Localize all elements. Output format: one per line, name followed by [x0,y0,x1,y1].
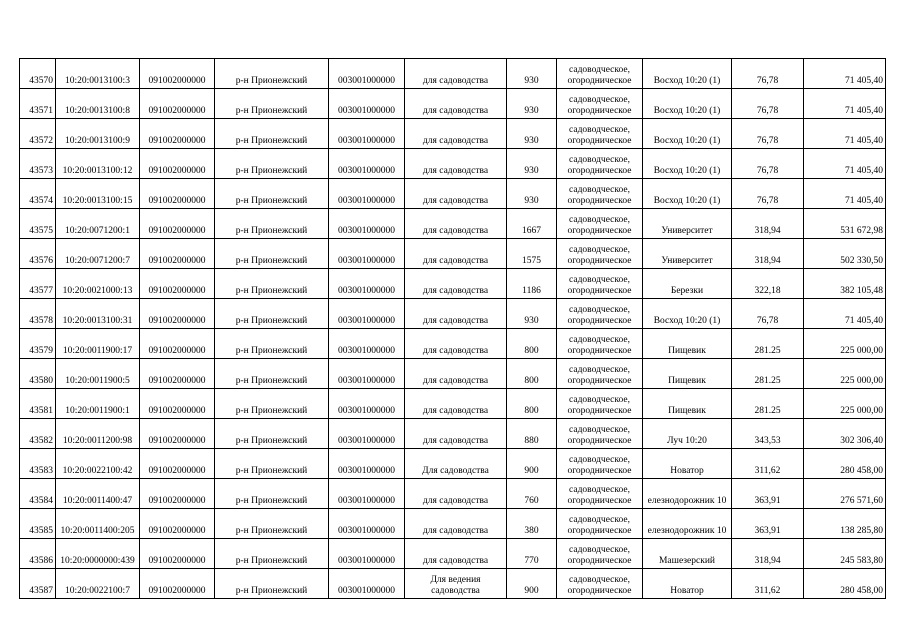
cadastral-number-cell: 10:20:0013100:3 [56,59,140,89]
purpose-cell: для садоводства [405,539,507,569]
area-cell: 800 [507,359,557,389]
object-code-cell: 003001000000 [329,59,405,89]
row-number-cell: 43570 [20,59,56,89]
district-cell: р-н Прионежский [215,449,329,479]
okato-code-cell: 091002000000 [140,89,215,119]
rate-cell: 281.25 [732,389,804,419]
purpose-cell: для садоводства [405,479,507,509]
district-cell: р-н Прионежский [215,179,329,209]
district-cell: р-н Прионежский [215,419,329,449]
cadastral-number-cell: 10:20:0011400:47 [56,479,140,509]
table-row [20,569,886,599]
purpose-cell: для садоводства [405,509,507,539]
cadastral-number-cell: 10:20:0021000:13 [56,269,140,299]
category-line-1: садоводческое, [569,185,630,195]
category-line-2: огородническое [567,106,632,116]
category-line-2: огородническое [567,436,632,446]
category-cell [557,359,643,389]
category-cell [557,479,643,509]
rate-cell: 318,94 [732,239,804,269]
district-cell: р-н Прионежский [215,479,329,509]
category-cell [557,329,643,359]
locality-cell: Восход 10:20 (1) [643,89,732,119]
cadastral-value-cell: 225 000,00 [804,359,886,389]
row-number-cell: 43577 [20,269,56,299]
district-cell: р-н Прионежский [215,389,329,419]
district-cell: р-н Прионежский [215,509,329,539]
category-line-1: садоводческое, [569,365,630,375]
table-row [20,479,886,509]
okato-code-cell: 091002000000 [140,239,215,269]
okato-code-cell: 091002000000 [140,509,215,539]
land-plots-table [19,58,886,599]
table-row [20,269,886,299]
category-cell [557,89,643,119]
category-cell [557,569,643,599]
category-line-1: садоводческое, [569,65,630,75]
cadastral-value-cell: 71 405,40 [804,179,886,209]
table-row [20,89,886,119]
category-line-2: огородническое [567,586,632,596]
object-code-cell: 003001000000 [329,299,405,329]
rate-cell: 76,78 [732,179,804,209]
category-line-1: садоводческое, [569,335,630,345]
table-row [20,239,886,269]
rate-cell: 76,78 [732,59,804,89]
row-number-cell: 43573 [20,149,56,179]
district-cell: р-н Прионежский [215,539,329,569]
district-cell: р-н Прионежский [215,209,329,239]
category-line-2: огородническое [567,376,632,386]
object-code-cell: 003001000000 [329,239,405,269]
cadastral-value-cell: 225 000,00 [804,389,886,419]
category-line-1: садоводческое, [569,245,630,255]
object-code-cell: 003001000000 [329,149,405,179]
category-cell [557,239,643,269]
category-line-1: садоводческое, [569,515,630,525]
category-line-2: огородническое [567,196,632,206]
area-cell: 900 [507,569,557,599]
category-cell [557,119,643,149]
cadastral-number-cell: 10:20:0013100:15 [56,179,140,209]
row-number-cell: 43572 [20,119,56,149]
cadastral-value-cell: 276 571,60 [804,479,886,509]
district-cell: р-н Прионежский [215,89,329,119]
cadastral-number-cell: 10:20:0013100:8 [56,89,140,119]
object-code-cell: 003001000000 [329,359,405,389]
category-line-1: садоводческое, [569,305,630,315]
cadastral-value-cell: 71 405,40 [804,59,886,89]
category-line-1: садоводческое, [569,485,630,495]
cadastral-number-cell: 10:20:0000000:439 [56,539,140,569]
purpose-cell: для садоводства [405,299,507,329]
okato-code-cell: 091002000000 [140,569,215,599]
area-cell: 930 [507,59,557,89]
rate-cell: 311,62 [732,449,804,479]
purpose-cell: для садоводства [405,59,507,89]
category-line-1: садоводческое, [569,275,630,285]
table-row [20,149,886,179]
purpose-cell: для садоводства [405,239,507,269]
purpose-cell: для садоводства [405,269,507,299]
table-row [20,179,886,209]
category-line-2: огородническое [567,286,632,296]
category-line-1: садоводческое, [569,125,630,135]
category-line-2: огородническое [567,226,632,236]
locality-cell: елезнодорожник 10 [643,509,732,539]
rate-cell: 311,62 [732,569,804,599]
rate-cell: 363,91 [732,479,804,509]
category-line-2: огородническое [567,346,632,356]
district-cell: р-н Прионежский [215,329,329,359]
row-number-cell: 43580 [20,359,56,389]
row-number-cell: 43583 [20,449,56,479]
locality-cell: Пищевик [643,329,732,359]
category-cell [557,59,643,89]
okato-code-cell: 091002000000 [140,539,215,569]
cadastral-value-cell: 531 672,98 [804,209,886,239]
table-row [20,359,886,389]
district-cell: р-н Прионежский [215,299,329,329]
category-cell [557,179,643,209]
category-line-2: огородническое [567,526,632,536]
object-code-cell: 003001000000 [329,539,405,569]
cadastral-number-cell: 10:20:0071200:1 [56,209,140,239]
cadastral-number-cell: 10:20:0011200:98 [56,419,140,449]
category-cell [557,209,643,239]
object-code-cell: 003001000000 [329,569,405,599]
district-cell: р-н Прионежский [215,149,329,179]
area-cell: 900 [507,449,557,479]
locality-cell: Луч 10:20 [643,419,732,449]
rate-cell: 343,53 [732,419,804,449]
cadastral-number-cell: 10:20:0013100:31 [56,299,140,329]
area-cell: 1667 [507,209,557,239]
cadastral-value-cell: 138 285,80 [804,509,886,539]
category-line-1: садоводческое, [569,155,630,165]
category-line-2: огородническое [567,136,632,146]
okato-code-cell: 091002000000 [140,419,215,449]
locality-cell: Восход 10:20 (1) [643,179,732,209]
table-row [20,389,886,419]
cadastral-value-cell: 225 000,00 [804,329,886,359]
area-cell: 380 [507,509,557,539]
locality-cell: елезнодорожник 10 [643,479,732,509]
object-code-cell: 003001000000 [329,479,405,509]
row-number-cell: 43584 [20,479,56,509]
table-row [20,329,886,359]
table-body [20,59,886,599]
cadastral-number-cell: 10:20:0011900:5 [56,359,140,389]
row-number-cell: 43581 [20,389,56,419]
category-line-2: огородническое [567,166,632,176]
cadastral-number-cell: 10:20:0011400:205 [56,509,140,539]
category-cell [557,509,643,539]
category-line-2: огородническое [567,556,632,566]
object-code-cell: 003001000000 [329,329,405,359]
category-cell [557,539,643,569]
okato-code-cell: 091002000000 [140,209,215,239]
cadastral-value-cell: 71 405,40 [804,149,886,179]
area-cell: 1186 [507,269,557,299]
area-cell: 1575 [507,239,557,269]
rate-cell: 322,18 [732,269,804,299]
purpose-cell: для садоводства [405,389,507,419]
object-code-cell: 003001000000 [329,389,405,419]
object-code-cell: 003001000000 [329,179,405,209]
row-number-cell: 43576 [20,239,56,269]
object-code-cell: 003001000000 [329,509,405,539]
table-row [20,119,886,149]
okato-code-cell: 091002000000 [140,119,215,149]
cadastral-number-cell: 10:20:0013100:12 [56,149,140,179]
object-code-cell: 003001000000 [329,89,405,119]
locality-cell: Пищевик [643,359,732,389]
district-cell: р-н Прионежский [215,269,329,299]
row-number-cell: 43575 [20,209,56,239]
okato-code-cell: 091002000000 [140,179,215,209]
area-cell: 760 [507,479,557,509]
category-line-1: садоводческое, [569,575,630,585]
table-row [20,509,886,539]
object-code-cell: 003001000000 [329,449,405,479]
cadastral-value-cell: 71 405,40 [804,119,886,149]
object-code-cell: 003001000000 [329,419,405,449]
table-row [20,449,886,479]
cadastral-value-cell: 280 458,00 [804,449,886,479]
district-cell: р-н Прионежский [215,569,329,599]
district-cell: р-н Прионежский [215,119,329,149]
cadastral-value-cell: 382 105,48 [804,269,886,299]
cadastral-number-cell: 10:20:0022100:7 [56,569,140,599]
district-cell: р-н Прионежский [215,239,329,269]
cadastral-number-cell: 10:20:0011900:17 [56,329,140,359]
row-number-cell: 43585 [20,509,56,539]
area-cell: 930 [507,119,557,149]
district-cell: р-н Прионежский [215,59,329,89]
locality-cell: Пищевик [643,389,732,419]
object-code-cell: 003001000000 [329,209,405,239]
area-cell: 880 [507,419,557,449]
purpose-cell: для садоводства [405,89,507,119]
locality-cell: Университет [643,209,732,239]
category-line-1: садоводческое, [569,425,630,435]
object-code-cell: 003001000000 [329,269,405,299]
row-number-cell: 43579 [20,329,56,359]
purpose-cell: для садоводства [405,119,507,149]
row-number-cell: 43578 [20,299,56,329]
area-cell: 930 [507,299,557,329]
purpose-cell: для садоводства [405,209,507,239]
category-line-2: огородническое [567,466,632,476]
row-number-cell: 43587 [20,569,56,599]
table-row [20,419,886,449]
table-row [20,539,886,569]
purpose-cell: для садоводства [405,329,507,359]
table-row [20,209,886,239]
row-number-cell: 43574 [20,179,56,209]
okato-code-cell: 091002000000 [140,479,215,509]
cadastral-number-cell: 10:20:0011900:1 [56,389,140,419]
area-cell: 800 [507,329,557,359]
area-cell: 930 [507,149,557,179]
locality-cell: Машезерский [643,539,732,569]
category-line-1: садоводческое, [569,545,630,555]
category-line-1: садоводческое, [569,455,630,465]
area-cell: 930 [507,89,557,119]
cadastral-value-cell: 71 405,40 [804,299,886,329]
district-cell: р-н Прионежский [215,359,329,389]
category-cell [557,299,643,329]
purpose-cell: для садоводства [405,419,507,449]
purpose-cell: для садоводства [405,179,507,209]
rate-cell: 281.25 [732,329,804,359]
category-cell [557,419,643,449]
category-cell [557,149,643,179]
purpose-cell: Для садоводства [405,449,507,479]
rate-cell: 76,78 [732,299,804,329]
purpose-cell: Для ведения садоводства [405,569,507,599]
rate-cell: 318,94 [732,209,804,239]
locality-cell: Новатор [643,449,732,479]
table-row [20,59,886,89]
category-line-2: огородническое [567,316,632,326]
category-line-1: садоводческое, [569,95,630,105]
purpose-cell: для садоводства [405,359,507,389]
table-row [20,299,886,329]
locality-cell: Восход 10:20 (1) [643,149,732,179]
okato-code-cell: 091002000000 [140,149,215,179]
cadastral-value-cell: 245 583,80 [804,539,886,569]
rate-cell: 76,78 [732,149,804,179]
locality-cell: Восход 10:20 (1) [643,59,732,89]
row-number-cell: 43586 [20,539,56,569]
cadastral-number-cell: 10:20:0013100:9 [56,119,140,149]
purpose-cell: для садоводства [405,149,507,179]
rate-cell: 76,78 [732,119,804,149]
cadastral-number-cell: 10:20:0071200:7 [56,239,140,269]
cadastral-value-cell: 302 306,40 [804,419,886,449]
category-line-2: огородническое [567,496,632,506]
category-cell [557,269,643,299]
cadastral-value-cell: 502 330,50 [804,239,886,269]
area-cell: 930 [507,179,557,209]
object-code-cell: 003001000000 [329,119,405,149]
okato-code-cell: 091002000000 [140,329,215,359]
cadastral-value-cell: 71 405,40 [804,89,886,119]
category-line-2: огородническое [567,406,632,416]
cadastral-number-cell: 10:20:0022100:42 [56,449,140,479]
rate-cell: 318,94 [732,539,804,569]
category-line-2: огородническое [567,76,632,86]
locality-cell: Березки [643,269,732,299]
category-cell [557,449,643,479]
okato-code-cell: 091002000000 [140,269,215,299]
locality-cell: Новатор [643,569,732,599]
row-number-cell: 43571 [20,89,56,119]
category-line-1: садоводческое, [569,215,630,225]
okato-code-cell: 091002000000 [140,389,215,419]
cadastral-value-cell: 280 458,00 [804,569,886,599]
okato-code-cell: 091002000000 [140,59,215,89]
locality-cell: Университет [643,239,732,269]
locality-cell: Восход 10:20 (1) [643,299,732,329]
locality-cell: Восход 10:20 (1) [643,119,732,149]
category-line-1: садоводческое, [569,395,630,405]
category-line-2: огородническое [567,256,632,266]
area-cell: 770 [507,539,557,569]
okato-code-cell: 091002000000 [140,359,215,389]
okato-code-cell: 091002000000 [140,299,215,329]
category-cell [557,389,643,419]
rate-cell: 281.25 [732,359,804,389]
rate-cell: 363,91 [732,509,804,539]
row-number-cell: 43582 [20,419,56,449]
rate-cell: 76,78 [732,89,804,119]
okato-code-cell: 091002000000 [140,449,215,479]
area-cell: 800 [507,389,557,419]
